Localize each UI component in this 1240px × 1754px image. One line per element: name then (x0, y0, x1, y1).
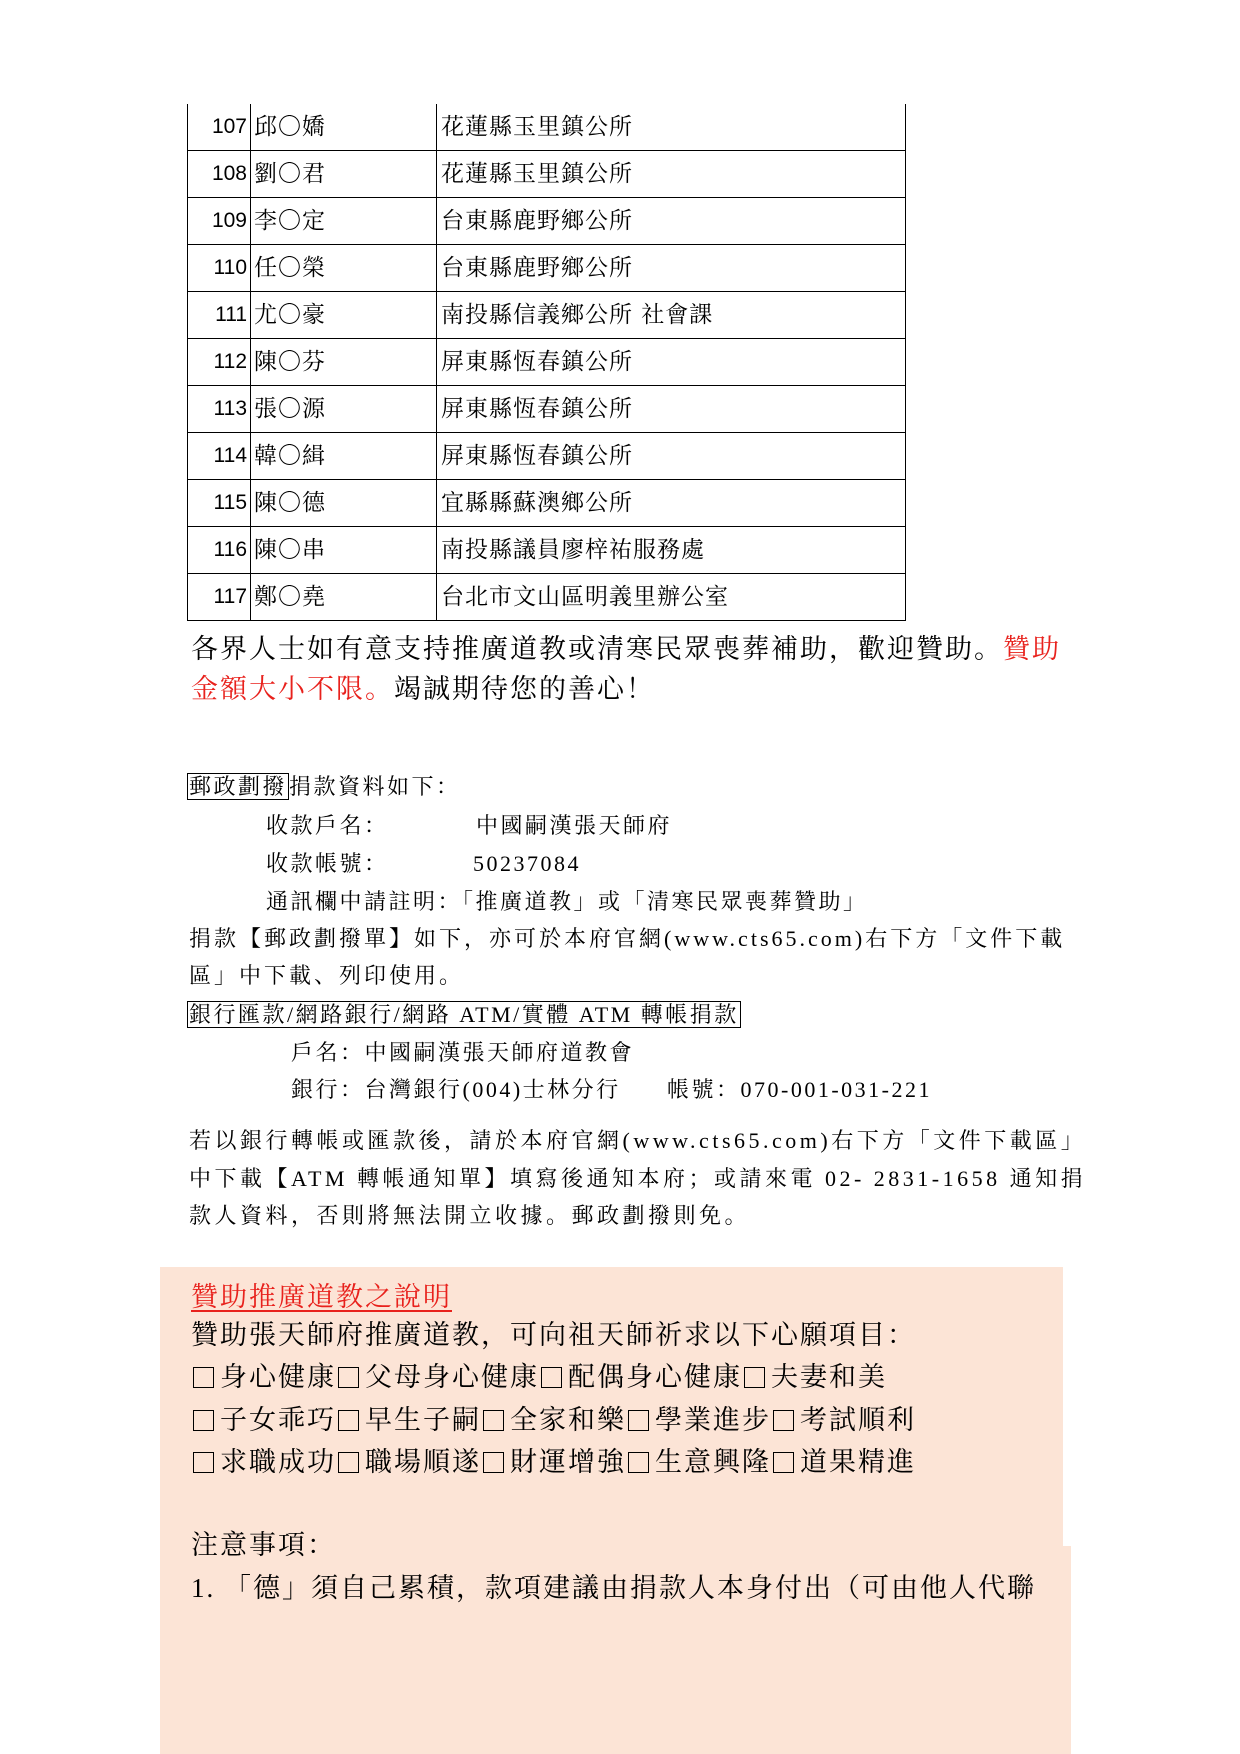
recipient-name: 韓〇緝 (251, 433, 437, 480)
referring-unit: 台東縣鹿野鄉公所 (437, 245, 906, 292)
checkbox-icon (773, 1410, 794, 1431)
checkbox-icon (338, 1410, 359, 1431)
wish-item (481, 1444, 626, 1480)
row-number: 110 (188, 245, 251, 292)
wish-label: 父母身心健康 (365, 1362, 539, 1392)
referring-unit: 屏東縣恆春鎮公所 (437, 386, 906, 433)
checkbox-icon (628, 1410, 649, 1431)
recipient-name: 張〇源 (251, 386, 437, 433)
table-row (188, 339, 906, 386)
referring-unit: 花蓮縣玉里鎮公所 (437, 151, 906, 198)
bank-method-label: 銀行匯款/網路銀行/網路 ATM/實體 ATM 轉帳捐款 (189, 1002, 739, 1027)
note-item: 1. 「德」須自己累積，款項建議由捐款人本身付出（可由他人代聯 (191, 1573, 1036, 1603)
wish-row (191, 1444, 916, 1480)
referring-unit: 屏東縣恆春鎮公所 (437, 433, 906, 480)
appeal-text: 各界人士如有意支持推廣道教或清寒民眾喪葬補助，歡迎贊助。 (191, 634, 1003, 664)
bank-heading (187, 1000, 741, 1030)
sponsor-heading: 贊助推廣道教之說明 (191, 1282, 452, 1312)
postal-account-no-label: 收款帳號： (266, 851, 389, 876)
recipient-name: 陳〇德 (251, 480, 437, 527)
wish-item (336, 1444, 481, 1480)
recipient-name: 鄭〇堯 (251, 574, 437, 621)
table-row (188, 198, 906, 245)
row-number: 113 (188, 386, 251, 433)
row-number: 115 (188, 480, 251, 527)
row-number: 107 (188, 104, 251, 151)
postal-intro: 捐款資料如下： (289, 774, 461, 799)
wish-label: 早生子嗣 (365, 1405, 481, 1435)
checkbox-icon (483, 1452, 504, 1473)
wish-item (336, 1402, 481, 1438)
checkbox-icon (338, 1367, 359, 1388)
checkbox-icon (193, 1410, 214, 1431)
postal-method-label: 郵政劃撥 (189, 774, 288, 799)
wish-label: 夫妻和美 (771, 1362, 887, 1392)
postal-form-line-2: 區」中下載、列印使用。 (189, 963, 465, 988)
checkbox-icon (483, 1410, 504, 1431)
recipient-name: 邱〇嬌 (251, 104, 437, 151)
table-row (188, 386, 906, 433)
wish-label: 生意興隆 (655, 1447, 771, 1477)
table-row (188, 104, 906, 151)
referring-unit: 屏東縣恆春鎮公所 (437, 339, 906, 386)
recipient-name: 任〇榮 (251, 245, 437, 292)
checkbox-icon (193, 1367, 214, 1388)
table-row (188, 527, 906, 574)
wish-label: 職場順遂 (365, 1447, 481, 1477)
appeal-highlight: 金額大小不限。 (191, 674, 394, 704)
row-number: 109 (188, 198, 251, 245)
recipient-name: 劉〇君 (251, 151, 437, 198)
notes-title: 注意事項： (191, 1530, 336, 1560)
referring-unit: 台北市文山區明義里辦公室 (437, 574, 906, 621)
referring-unit: 花蓮縣玉里鎮公所 (437, 104, 906, 151)
appeal-text: 竭誠期待您的善心！ (394, 674, 655, 704)
wish-label: 考試順利 (800, 1405, 916, 1435)
postal-form-line-1: 捐款【郵政劃撥單】如下，亦可於本府官網(www.cts65.com)右下方「文件下載 (189, 926, 1066, 951)
wish-item (771, 1402, 916, 1438)
bank-name: 銀行：台灣銀行(004)士林分行 (291, 1077, 621, 1102)
wish-label: 全家和樂 (510, 1405, 626, 1435)
row-number: 108 (188, 151, 251, 198)
checkbox-icon (338, 1452, 359, 1473)
wish-label: 求職成功 (220, 1447, 336, 1477)
row-number: 112 (188, 339, 251, 386)
table-row (188, 292, 906, 339)
appeal-line-1 (191, 631, 1061, 667)
wish-item (771, 1444, 916, 1480)
row-number: 111 (188, 292, 251, 339)
recipient-table (187, 104, 906, 621)
wish-item (742, 1359, 887, 1395)
bank-notice-line: 若以銀行轉帳或匯款後，請於本府官網(www.cts65.com)右下方「文件下載區」 (189, 1128, 1087, 1153)
checkbox-icon (541, 1367, 562, 1388)
bank-notice-line: 款人資料，否則將無法開立收據。郵政劃撥則免。 (189, 1203, 751, 1228)
wish-item (336, 1359, 539, 1395)
appeal-highlight: 贊助 (1003, 634, 1061, 664)
checkbox-icon (773, 1452, 794, 1473)
postal-account-name: 中國嗣漢張天師府 (476, 813, 673, 838)
wish-row (191, 1359, 887, 1395)
wish-item (481, 1402, 626, 1438)
wish-label: 學業進步 (655, 1405, 771, 1435)
wish-row (191, 1402, 916, 1438)
table-row (188, 574, 906, 621)
referring-unit: 台東縣鹿野鄉公所 (437, 198, 906, 245)
recipient-name: 李〇定 (251, 198, 437, 245)
recipient-name: 陳〇芬 (251, 339, 437, 386)
wish-label: 身心健康 (220, 1362, 336, 1392)
row-number: 116 (188, 527, 251, 574)
table-row (188, 245, 906, 292)
referring-unit: 南投縣信義鄉公所 社會課 (437, 292, 906, 339)
wish-item (626, 1444, 771, 1480)
wish-item (539, 1359, 742, 1395)
table-row (188, 433, 906, 480)
recipient-name: 陳〇串 (251, 527, 437, 574)
wish-item (191, 1444, 336, 1480)
wish-item (191, 1359, 336, 1395)
bank-notice-line: 中下載【ATM 轉帳通知單】填寫後通知本府；或請來電 02- 2831-1658 通知捐 (189, 1166, 1087, 1191)
wish-label: 配偶身心健康 (568, 1362, 742, 1392)
recipient-name: 尤〇豪 (251, 292, 437, 339)
referring-unit: 南投縣議員廖梓祐服務處 (437, 527, 906, 574)
wish-item (191, 1402, 336, 1438)
sponsor-intro: 贊助張天師府推廣道教，可向祖天師祈求以下心願項目： (191, 1320, 916, 1350)
postal-note: 通訊欄中請註明：「推廣道教」或「清寒民眾喪葬贊助」 (266, 889, 868, 914)
postal-account-name-label: 收款戶名： (266, 813, 389, 838)
postal-account-no: 50237084 (473, 851, 581, 876)
postal-heading (187, 772, 461, 802)
table-row (188, 480, 906, 527)
wish-item (626, 1402, 771, 1438)
checkbox-icon (744, 1367, 765, 1388)
checkbox-icon (193, 1452, 214, 1473)
table-row (188, 151, 906, 198)
wish-label: 道果精進 (800, 1447, 916, 1477)
wish-label: 子女乖巧 (220, 1405, 336, 1435)
bank-account-no: 帳號：070-001-031-221 (667, 1077, 932, 1102)
wish-label: 財運增強 (510, 1447, 626, 1477)
appeal-line-2 (191, 671, 655, 707)
row-number: 114 (188, 433, 251, 480)
checkbox-icon (628, 1452, 649, 1473)
bank-account-name: 戶名：中國嗣漢張天師府道教會 (291, 1040, 635, 1065)
referring-unit: 宜縣縣蘇澳鄉公所 (437, 480, 906, 527)
row-number: 117 (188, 574, 251, 621)
